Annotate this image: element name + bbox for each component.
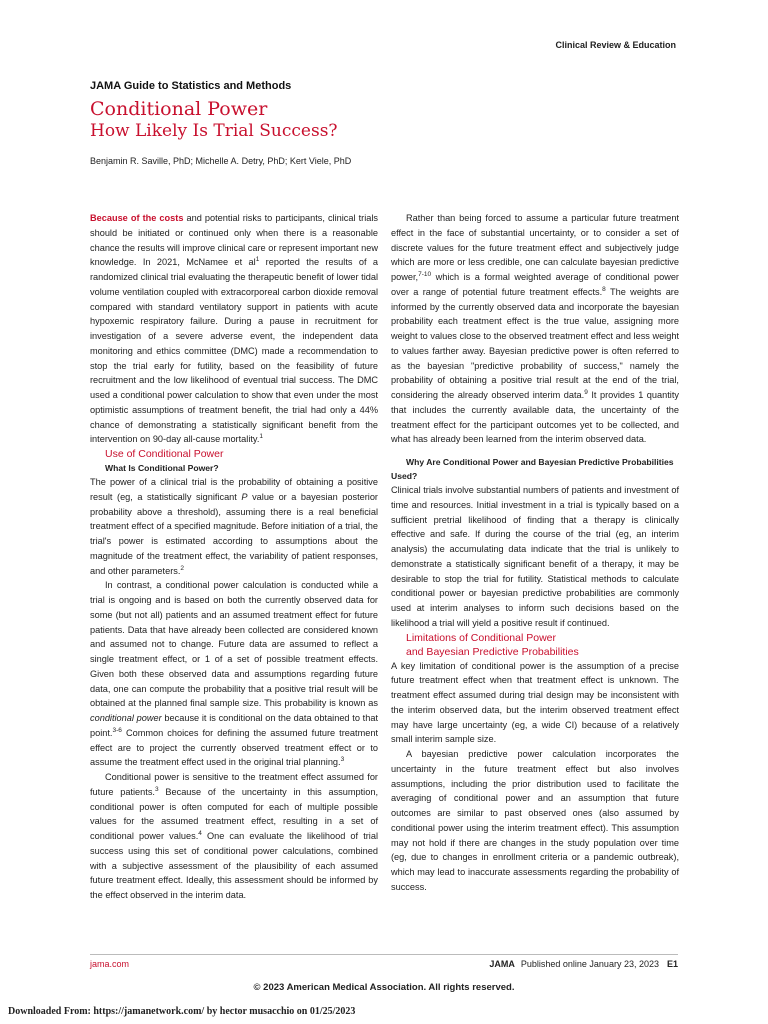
reference: 3 [340, 756, 345, 764]
paragraph: Rather than being forced to assume a particular future treatment effect in the face of substantial uncertainty, or to consider a set of discrete values for the future treatment effect and subjectively judge which are more or less credible, one can calculate bayesian predictive power,$^{7-10}$ which is a formal weighted average of conditional power over a range of potential future treatment effects.$^8$ The weights are informed by the currently observed data and incorporate the bayesian probability each treatment effect is the true value, assigning more weight to values close to the observed treatment effect and less weight to values farther away. Bayesian predictive power is often referred to as the bayesian "predictive probability of success," namely the probability of obtaining a positive trial result at the end of the trial, considering the already observed interim data.$^9$ It provides 1 quantity that includes the currently available data, the uncertainty of the treatment effect for the participant outcomes yet to be collected, and what has already been learned from the interim observed data. [391, 213, 679, 445]
reference: 1 [259, 433, 263, 441]
article-subtitle: How Likely Is Trial Success? [90, 121, 338, 141]
right-column [391, 211, 679, 895]
paragraph: Because of the costs and potential risks to participants, clinical trials should be initiated or continued only when there is a reasonable chance the results will improve clinical care or represent important new knowledge. In 2021, McNamee et $al^1$ reported the results of a randomized clinical trial evaluating the therapeutic benefit of lower tidal volume ventilation coupled with extracorporeal carbon dioxide removal compared with standard ventilatory support in patients with acute hypoxemic respiratory failure. During a pause in recruitment for investigation of a severe adverse event, the independent data monitoring and ethics committee (DMC) made a recommendation to stop the trial early for futility, based on the feasibility of future recruitment and the low likelihood of eventual trial success. The DMC used a conditional power calculation to show that even under the most optimistic assumptions of treatment benefit, the trial had only a 44% chance of demonstrating a statistically significant benefit from the intervention on 90-day all-cause mortality.$^1$ [90, 213, 379, 445]
footer-divider [90, 954, 678, 955]
paragraph: In contrast, a conditional power calculation is conducted while a trial is ongoing and is based on both the currently observed data for some (but not all) patients and an assumed treatment effect for future patients. Data that have already been collected are considered known and assumed not to change. Future data are assumed to reflect a single treatment effect, or 1 of a set of possible treatment effects. Given both these observed data and assumptions regarding future data, one can compute the probability that a positive trial result will be obtained at the planned final sample size. This probability is known as conditional power because it is conditional on the data obtained to that point.$^{3-6}$ Common choices for defining the assumed future treatment effect are to project the currently observed treatment effect or to assume the treatment effect used in the original trial planning.$^3$ [90, 580, 378, 768]
paragraph: A key limitation of conditional power is the assumption of a precise future treatment effect when that treatment effect is unknown. The treatment effect assumed during trial design may be inconsistent with the interim observed data, but the interim observed treatment effect may have large uncertainty (eg, a wide CI) because of a relatively small interim sample size. [391, 660, 679, 745]
download-notice: Downloaded From: https://jamanetwork.com/ by hector musacchio on 01/25/2023 [8, 1006, 356, 1017]
section-label: Clinical Review & Education [555, 40, 676, 50]
subsection-heading-why: Why Are Conditional Power and Bayesian Predictive Probabilities Used? [391, 457, 674, 481]
article-title: Conditional Power [90, 98, 268, 120]
published-date: Published online January 23, 2023 [520, 959, 659, 969]
journal-name: JAMA [489, 959, 515, 969]
site-link[interactable]: jama.com [90, 959, 130, 969]
paragraph: Conditional power is sensitive to the treatment effect assumed for future patients.$^3$ Because of the uncertainty in this assumption, conditional power is often computed for each of multiple possible values for the assumed treatment effect, resulting in a set of conditional power values.$^4$ One can evaluate the likelihood of trial success using this set of conditional power calculations, combined with a subjective assessment of the plausibility of each assumed future treatment effect. Ideally, this assessment should be informed by the effect observed in the interim data. [90, 772, 378, 900]
reference: 9 [584, 388, 588, 396]
reference: 3 [154, 785, 159, 793]
paragraph: A bayesian predictive power calculation incorporates the uncertainty in the future treatment effect but also involves assumptions, including the prior distribution used to facilitate the averaging of conditional power and an assumption that future outcomes are similar to past observed ones (also assumed by conditional power using the interim treatment effect). This assumption may not hold if there are changes in the study population over time (eg, due to changes in enrollment criteria or a pandemic outbreak), which may lead to inaccurate assessments regarding the probability of success. [391, 749, 679, 892]
reference: 1 [255, 256, 260, 264]
section-heading-limitations-line1: Limitations of Conditional Power [406, 631, 556, 644]
publication-info [489, 959, 678, 969]
author-list: Benjamin R. Saville, PhD; Michelle A. Detry, PhD; Kert Viele, PhD [90, 156, 352, 166]
section-heading-use: Use of Conditional Power [105, 448, 224, 460]
reference: 4 [198, 829, 202, 837]
paragraph: Clinical trials involve substantial numbers of patients and investment of time and resources. Initial investment in a trial is typically based on a sufficient pretrial likelihood of finding that a therapy is clinically effective and safe. If during the course of the trial (eg, an interim analysis) the accumulating data indicate that the trial is unlikely to demonstrate a statistically significant benefit of a therapy, it may be desirable to stop the trial for futility. Statistical methods to calculate conditional power or bayesian predictive probabilities are commonly used at interim analyses to inform such decisions based on the likelihood a trial will yield a positive result if continued. [391, 485, 679, 628]
subsection-heading-what: What Is Conditional Power? [105, 463, 219, 473]
left-column [90, 211, 378, 903]
reference: 3-6 [112, 726, 122, 734]
lead-in: Because of the costs [90, 213, 184, 223]
series-title: JAMA Guide to Statistics and Methods [90, 80, 292, 92]
page-number: E1 [666, 959, 678, 969]
copyright-notice: © 2023 American Medical Association. All rights reserved. [253, 982, 515, 993]
section-heading-limitations-line2: and Bayesian Predictive Probabilities [406, 645, 579, 658]
reference: 2 [180, 564, 185, 572]
reference: 7-10 [418, 270, 432, 278]
reference: 8 [602, 285, 606, 293]
paragraph: The power of a clinical trial is the probability of obtaining a positive result (eg, a statistically significant P value or a bayesian posterior probability above a threshold), assuming there is a real beneficial treatment effect of a specified magnitude. Before initiation of a trial, the trial's power is estimated according to assumptions about the magnitude of the treatment effect, the variability of patient responses, and other parameters.$^2$ [90, 477, 378, 576]
